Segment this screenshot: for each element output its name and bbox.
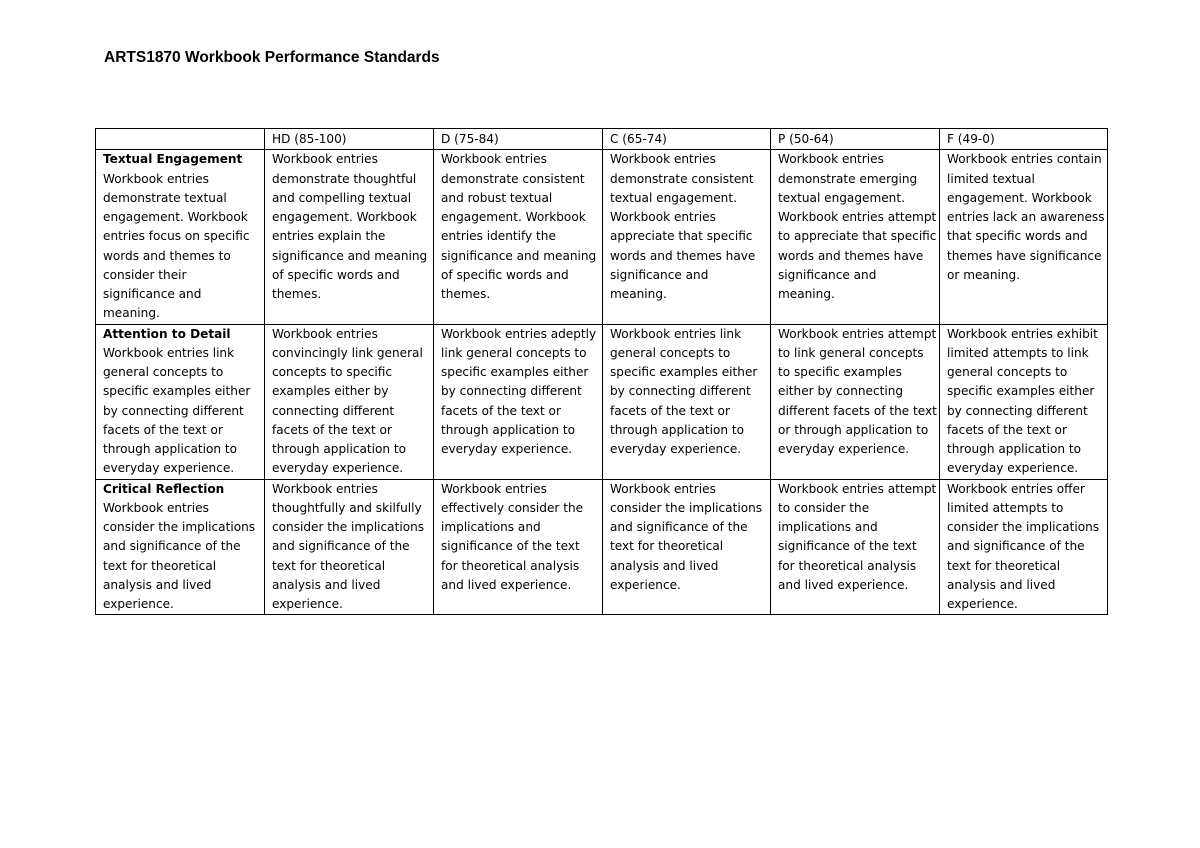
criterion-description: Workbook entries link general concepts to specific examples either by connecting different facets of the text or through application to everyday experience. bbox=[103, 345, 251, 476]
table-cell: Workbook entries adeptly link general concepts to specific examples either by connecting different facets of the text or through application to everyday experience. bbox=[434, 324, 603, 479]
grade-header-c: C (65-74) bbox=[603, 129, 771, 150]
table-cell: Workbook entries demonstrate consistent and robust textual engagement. Workbook entries identify the significance and meaning of specific words and themes. bbox=[434, 150, 603, 324]
table-cell: Workbook entries link general concepts to specific examples either by connecting different facets of the text or through application to everyday experience. bbox=[603, 324, 771, 479]
table-cell: Workbook entries attempt to consider the implications and significance of the text for theoretical analysis and lived experience. bbox=[771, 479, 940, 615]
performance-standards-table bbox=[95, 128, 1108, 615]
table-cell: Workbook entries convincingly link general concepts to specific examples either by connecting different facets of the text or through application to everyday experience. bbox=[265, 324, 434, 479]
table-cell: Workbook entries consider the implications and significance of the text for theoretical analysis and lived experience. bbox=[603, 479, 771, 615]
criterion-cell bbox=[96, 150, 265, 324]
table-cell: Workbook entries demonstrate thoughtful and compelling textual engagement. Workbook entries explain the significance and meaning of specific words and themes. bbox=[265, 150, 434, 324]
criterion-name: Textual Engagement bbox=[103, 152, 243, 167]
table-cell: Workbook entries effectively consider the implications and significance of the text for theoretical analysis and lived experience. bbox=[434, 479, 603, 615]
table-cell: Workbook entries demonstrate consistent textual engagement. Workbook entries appreciate that specific words and themes have significance and meaning. bbox=[603, 150, 771, 324]
grade-header-hd: HD (85-100) bbox=[265, 129, 434, 150]
header-cell-empty bbox=[96, 129, 265, 150]
grade-header-f: F (49-0) bbox=[940, 129, 1108, 150]
table-header-row bbox=[96, 129, 1108, 150]
table-row bbox=[96, 324, 1108, 479]
table-cell: Workbook entries demonstrate emerging textual engagement. Workbook entries attempt to appreciate that specific words and themes have significance and meaning. bbox=[771, 150, 940, 324]
table-cell: Workbook entries exhibit limited attempts to link general concepts to specific examples either by connecting different facets of the text or through application to everyday experience. bbox=[940, 324, 1108, 479]
criterion-cell bbox=[96, 324, 265, 479]
page-title: ARTS1870 Workbook Performance Standards bbox=[104, 49, 440, 66]
grade-header-d: D (75-84) bbox=[434, 129, 603, 150]
table-cell: Workbook entries contain limited textual engagement. Workbook entries lack an awareness that specific words and themes have significance or meaning. bbox=[940, 150, 1108, 324]
criterion-description: Workbook entries consider the implications and significance of the text for theoretical analysis and lived experience. bbox=[103, 500, 256, 611]
criterion-name: Attention to Detail bbox=[103, 326, 231, 341]
table-cell: Workbook entries attempt to link general concepts to specific examples either by connecting different facets of the text or through application to everyday experience. bbox=[771, 324, 940, 479]
table-cell: Workbook entries offer limited attempts to consider the implications and significance of the text for theoretical analysis and lived experience. bbox=[940, 479, 1108, 615]
criterion-description: Workbook entries demonstrate textual engagement. Workbook entries focus on specific words and themes to consider their significance and meaning. bbox=[103, 171, 250, 321]
table-cell: Workbook entries thoughtfully and skilfully consider the implications and significance of the text for theoretical analysis and lived experience. bbox=[265, 479, 434, 615]
table-row bbox=[96, 479, 1108, 615]
criterion-name: Critical Reflection bbox=[103, 481, 225, 496]
grade-header-p: P (50-64) bbox=[771, 129, 940, 150]
criterion-cell bbox=[96, 479, 265, 615]
table-row bbox=[96, 150, 1108, 324]
